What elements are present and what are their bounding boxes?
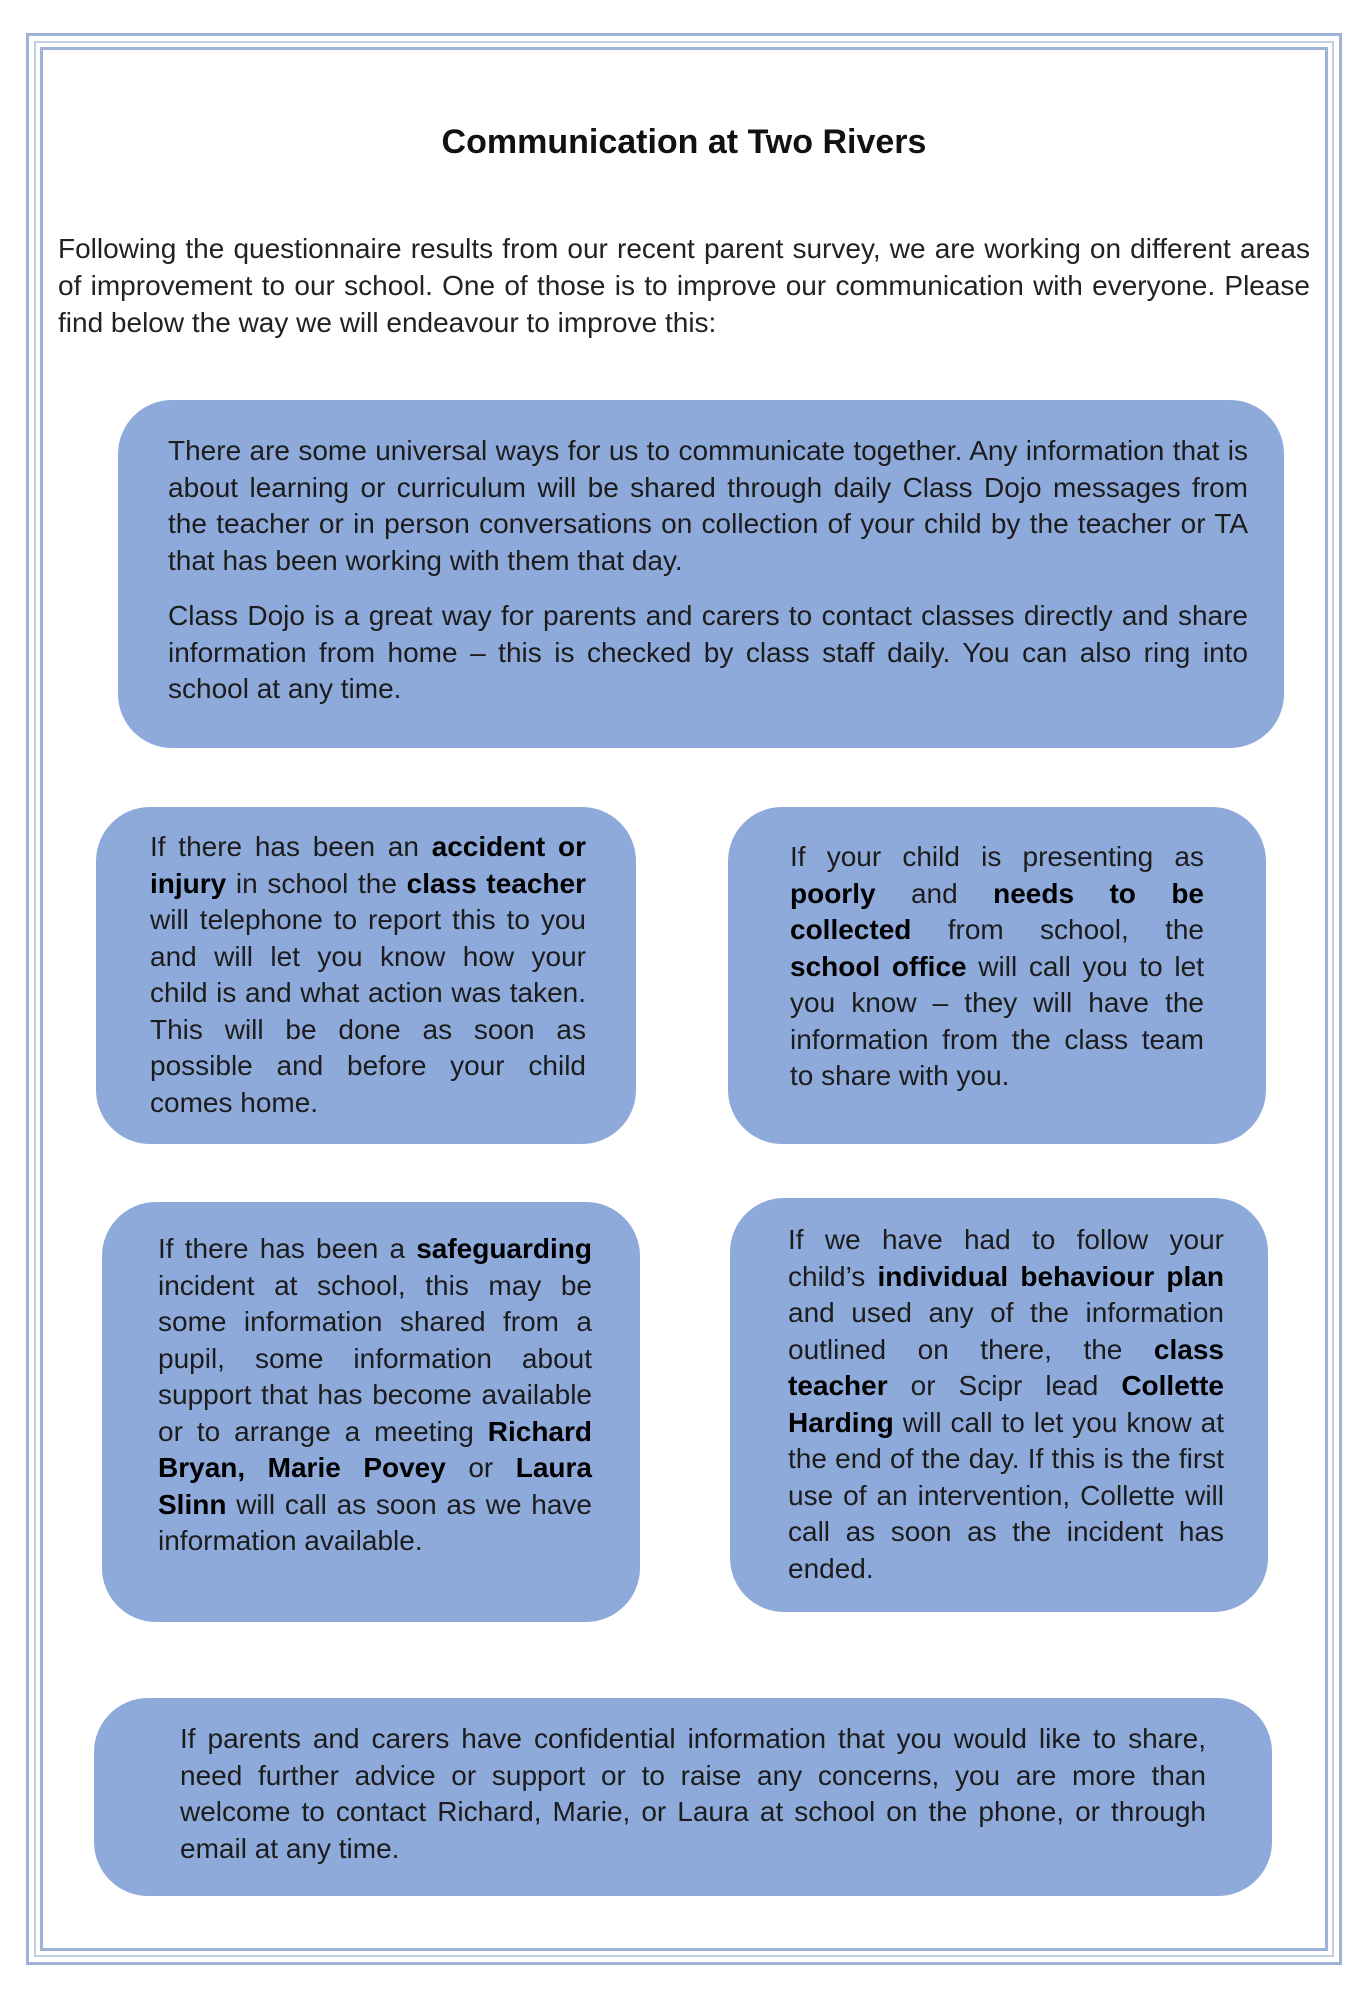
page-title: Communication at Two Rivers [441,123,927,161]
confidential-information-box [94,1698,1272,1896]
confidential-information-text: If parents and carers have confidential information that you would like to share, need further advice or support or to raise any concerns, you are more than welcome to contact Richard, Marie, or Laura at school on the phone, or through email at any time. [180,1723,1206,1864]
accident-injury-text: If there has been an accident or injury in school the class teacher will telephone to report this to you and will let you know how your child is and what action was taken. This will be done as soon as possible and before your child comes home. [150,831,586,1118]
safeguarding-box [102,1202,640,1622]
safeguarding-text: If there has been a safeguarding incident at school, this may be some information shared from a pupil, some information about support that has become available or to arrange a meeting Richard Bryan, Marie Povey or Laura Slinn will call as soon as we have information available. [158,1233,592,1556]
behaviour-plan-box [730,1198,1268,1612]
class-dojo-text: Class Dojo is a great way for parents and carers to contact classes directly and share information from home – this is checked by class staff daily. You can also ring into school at any time. [168,600,1248,704]
accident-injury-box [96,807,636,1144]
poorly-child-text: If your child is presenting as poorly and needs to be collected from school, the school office will call you to let you know – they will have the information from the class team to share with you. [790,841,1204,1091]
poorly-child-box [728,807,1266,1144]
universal-communication-text: There are some universal ways for us to communicate together. Any information that is about learning or curriculum will be shared through daily Class Dojo messages from the teacher or in person conversations on collection of your child by the teacher or TA that has been working with them that day. [168,435,1248,576]
behaviour-plan-text: If we have had to follow your child’s individual behaviour plan and used any of the information outlined on there, the class teacher or Scipr lead Collette Harding will call to let you know at the end of the day. If this is the first use of an intervention, Collette will call as soon as the incident has ended. [788,1224,1224,1584]
intro-paragraph: Following the questionnaire results from our recent parent survey, we are working on different areas of improvement to our school. One of those is to improve our communication with everyone. Please find below the way we will endeavour to improve this: [58,233,1310,338]
universal-communication-box [118,400,1284,748]
